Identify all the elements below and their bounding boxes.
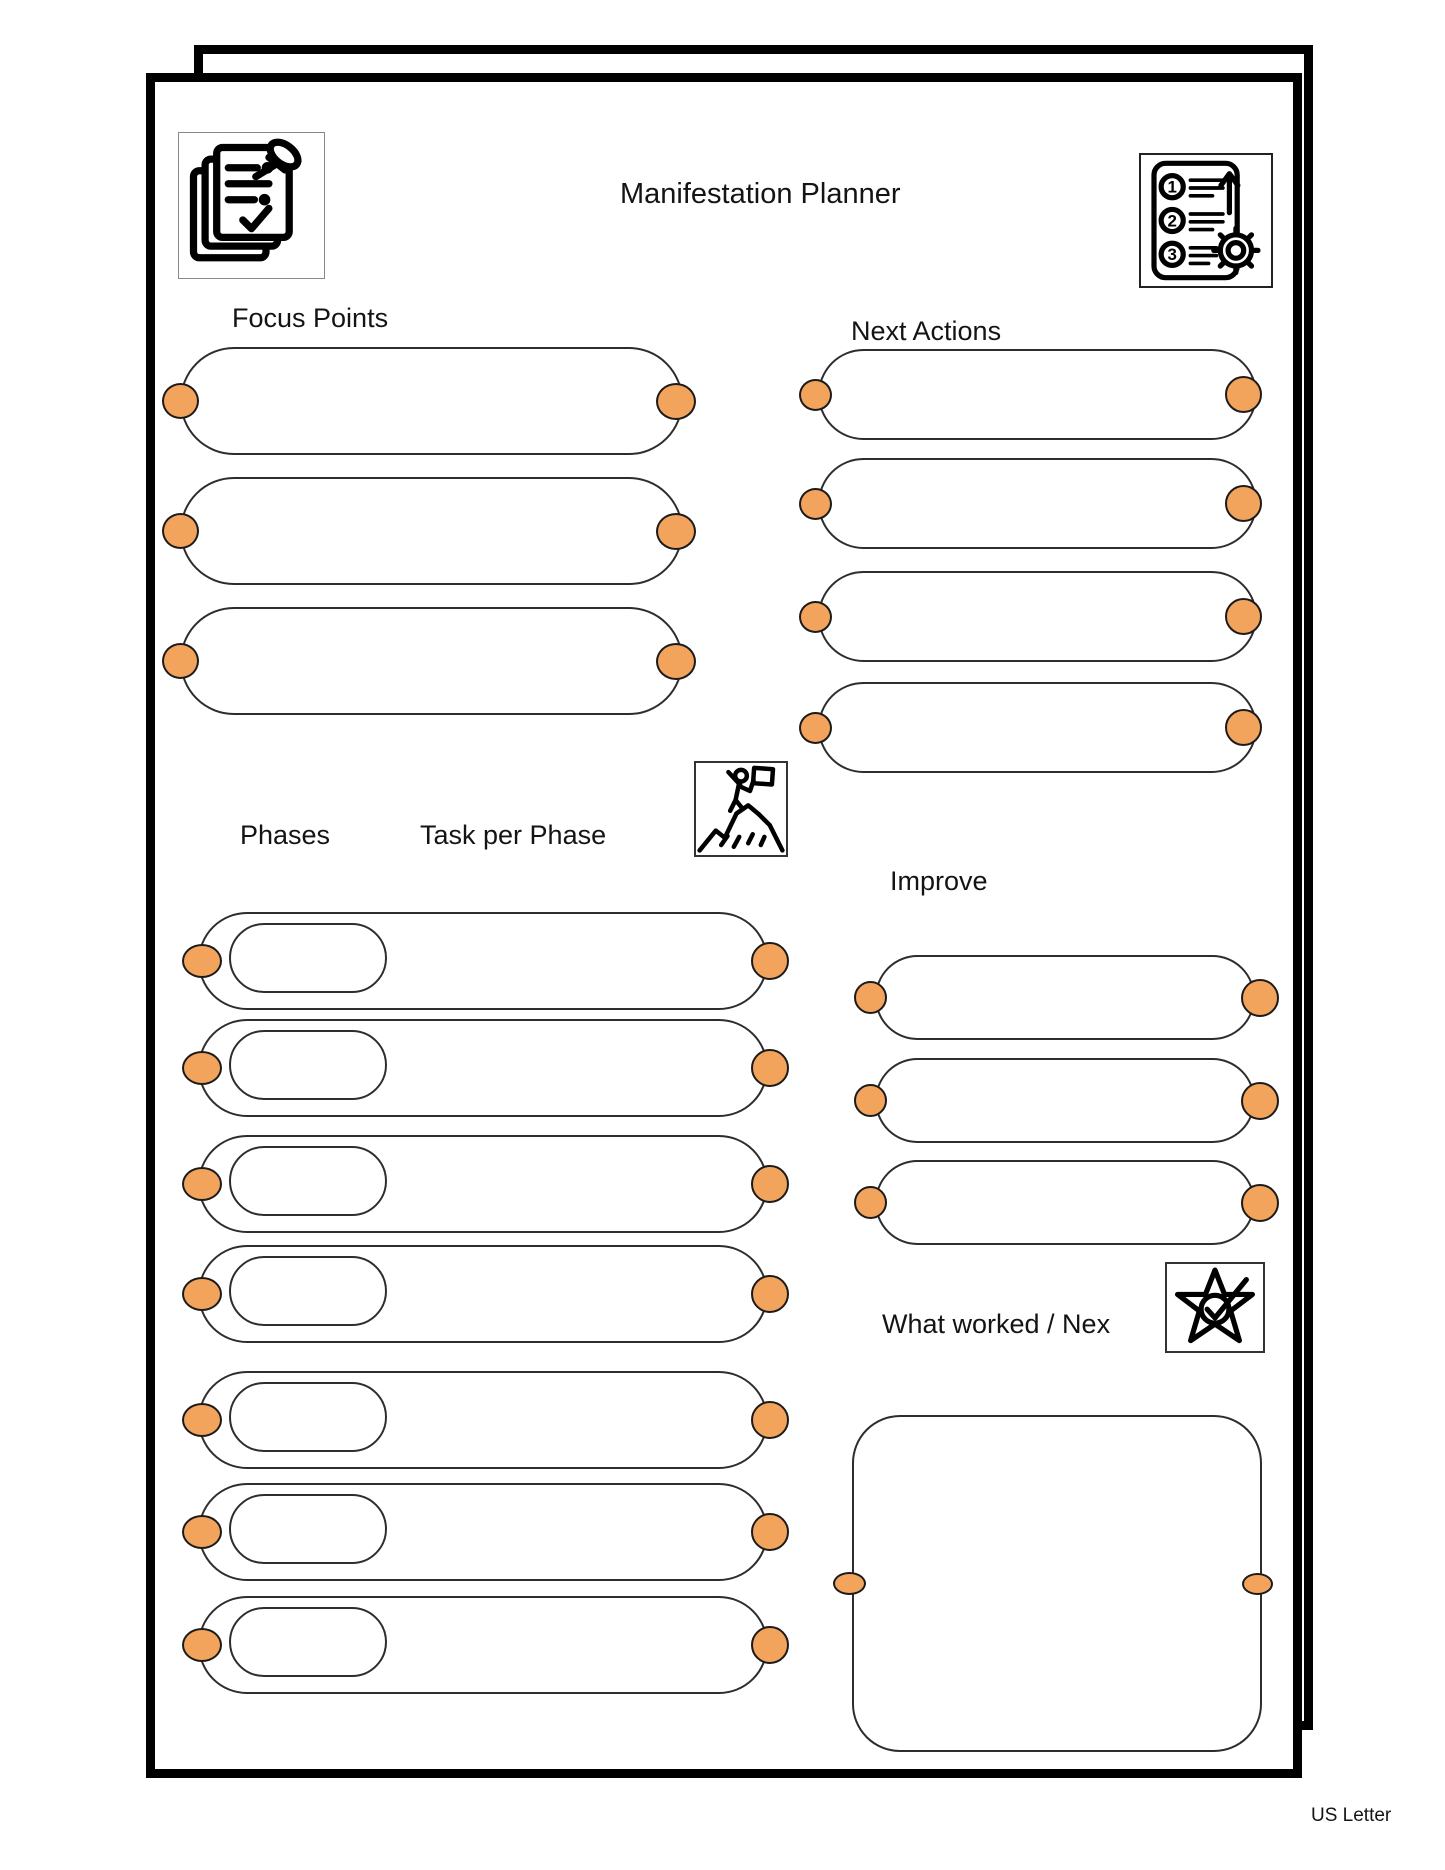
connector-dot-left xyxy=(799,488,832,520)
connector-dot-right xyxy=(751,1513,789,1551)
task-per-phase-heading: Task per Phase xyxy=(420,820,607,850)
connector-dot-left xyxy=(182,1515,222,1549)
focus-points-heading: Focus Points xyxy=(232,303,389,333)
phase-name-slot[interactable] xyxy=(229,1382,387,1452)
phase-name-slot[interactable] xyxy=(229,1030,387,1100)
connector-dot-left xyxy=(182,1277,222,1311)
next-action-slot[interactable] xyxy=(818,571,1257,662)
improve-slot[interactable] xyxy=(875,1058,1255,1143)
improve-slot[interactable] xyxy=(875,1160,1255,1245)
what-worked-heading: What worked / Nex xyxy=(882,1309,1111,1339)
connector-dot-right xyxy=(751,1049,789,1087)
focus-point-slot[interactable] xyxy=(180,347,683,455)
focus-point-slot[interactable] xyxy=(180,477,683,585)
connector-dot-right xyxy=(656,643,696,680)
connector-dot-right xyxy=(1225,485,1262,522)
next-actions-heading: Next Actions xyxy=(851,316,1002,346)
svg-text:1: 1 xyxy=(1167,177,1177,197)
svg-text:2: 2 xyxy=(1167,211,1177,231)
connector-dot-right xyxy=(1241,979,1279,1017)
connector-dot-right xyxy=(1242,1573,1273,1595)
focus-point-slot[interactable] xyxy=(180,607,683,715)
next-action-slot[interactable] xyxy=(818,349,1257,440)
svg-text:3: 3 xyxy=(1167,245,1177,265)
connector-dot-right xyxy=(1225,598,1262,635)
connector-dot-right xyxy=(1225,376,1262,413)
connector-dot-left xyxy=(799,379,832,411)
connector-dot-left xyxy=(833,1572,866,1595)
phases-heading: Phases xyxy=(240,820,331,850)
phase-name-slot[interactable] xyxy=(229,923,387,993)
connector-dot-left xyxy=(854,981,887,1014)
page-title: Manifestation Planner xyxy=(620,178,901,210)
connector-dot-left xyxy=(182,944,222,978)
connector-dot-right xyxy=(656,513,696,550)
next-action-slot[interactable] xyxy=(818,682,1257,773)
connector-dot-left xyxy=(854,1186,887,1219)
connector-dot-left xyxy=(182,1403,222,1437)
phase-name-slot[interactable] xyxy=(229,1146,387,1216)
connector-dot-left xyxy=(182,1051,222,1085)
improve-slot[interactable] xyxy=(875,955,1255,1040)
connector-dot-left xyxy=(162,513,199,549)
improve-heading: Improve xyxy=(890,866,988,896)
phase-name-slot[interactable] xyxy=(229,1494,387,1564)
connector-dot-left xyxy=(799,712,832,744)
connector-dot-right xyxy=(751,1165,789,1203)
connector-dot-right xyxy=(751,1401,789,1439)
connector-dot-right xyxy=(751,1275,789,1313)
connector-dot-right xyxy=(1241,1082,1279,1120)
connector-dot-left xyxy=(182,1628,222,1662)
connector-dot-left xyxy=(799,601,832,633)
connector-dot-right xyxy=(1241,1184,1279,1222)
connector-dot-right xyxy=(751,942,789,980)
phase-name-slot[interactable] xyxy=(229,1607,387,1677)
connector-dot-left xyxy=(182,1167,222,1201)
connector-dot-left xyxy=(162,383,199,419)
phase-name-slot[interactable] xyxy=(229,1256,387,1326)
connector-dot-right xyxy=(751,1626,789,1664)
next-action-slot[interactable] xyxy=(818,458,1257,549)
connector-dot-left xyxy=(854,1084,887,1117)
connector-dot-right xyxy=(656,383,696,420)
page-size-label: US Letter xyxy=(1311,1805,1392,1826)
connector-dot-left xyxy=(162,643,199,679)
what-worked-box[interactable] xyxy=(852,1415,1262,1752)
connector-dot-right xyxy=(1225,709,1262,746)
